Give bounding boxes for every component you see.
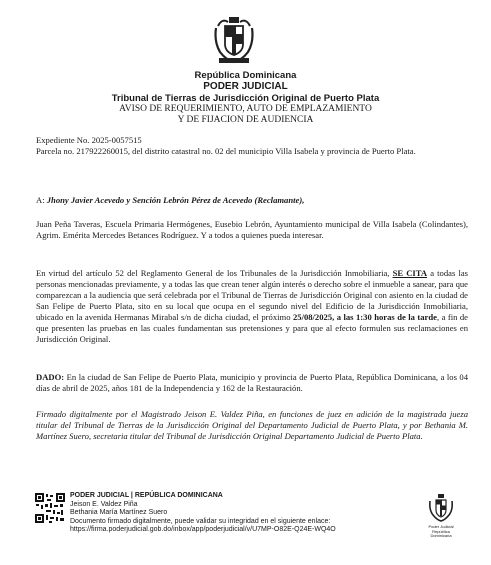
claimants-names: Jhony Javier Acevedo y Sención Lebrón Pérez de Acevedo (Reclamante),	[46, 195, 305, 205]
digital-signature-block	[70, 492, 410, 535]
neighbors-paragraph: Juan Peña Taveras, Escuela Primaria Hermógenes, Eusebio Lebrón, Ayuntamiento municipal de Villa Isabela (Colindantes), Agrim. Emérita Mercedes Betances Rodríguez. Y a todos a quienes pueda interesar.	[36, 219, 468, 240]
footer-seal	[427, 493, 455, 538]
given-text: En la ciudad de San Felipe de Puerto Plata, municipio y provincia de Puerto Plata, República Dominicana, a los 04 días de abril de 2025, años 181 de la Independencia y 162 de la Restauración.	[36, 372, 468, 393]
hearing-date: 25/08/2025, a las 1:30 horas de la tarde	[292, 312, 437, 322]
citation-text-c: , a fin de que presenten las pruebas en las cuales fundamentan sus pretensiones y para que al efecto formulen sus reclamaciones en Jurisdicción Original.	[36, 312, 468, 344]
claimants-paragraph	[36, 195, 468, 206]
footer-header: PODER JUDICIAL | REPÚBLICA DOMINICANA	[70, 492, 223, 499]
coat-of-arms-icon	[427, 493, 455, 523]
parcel-info: Parcela no. 217922260015, del distrito catastral no. 02 del municipio Villa Isabela y provincia de Puerto Plata.	[36, 146, 416, 156]
court-name: Tribunal de Tierras de Jurisdicción Original de Puerto Plata	[111, 93, 380, 104]
country-name: República Dominicana	[194, 70, 297, 81]
citation-keyword: SE CITA	[392, 268, 428, 278]
given-paragraph	[36, 372, 468, 394]
branch-name: PODER JUDICIAL	[203, 81, 288, 92]
footer-verify-url[interactable]: https://firma.poderjudicial.gob.do/inbox/app/poderjudicial/v/U7MP-O82E-Q24E-WQ4O	[70, 526, 336, 534]
notice-type-line2: Y DE FIJACION DE AUDIENCIA	[177, 115, 314, 125]
document-header	[0, 70, 491, 126]
citation-text-b: a todas las personas mencionadas previamente, y a todas las que crean tener algún interés o derecho sobre el inmueble a sanear, para que comparezcan a la audiencia que será celebrada por el Tribunal de Tierras de Jurisdicción Original con asiento en la ciudad de San Felipe de Puerto Plata, sito en su local que ocupa en el segundo nivel del Edificio de la Jurisdicción Inmobiliaria, ubicado en la avenida Hermanas Mirabal s/n de dicha ciudad, el próximo	[36, 268, 468, 322]
citation-paragraph	[36, 268, 468, 345]
citation-text-a: En virtud del artículo 52 del Reglamento General de los Tribunales de la Jurisdicción Inmobiliaria,	[36, 268, 393, 278]
footer-signer-2: Bethania María Martínez Suero	[70, 509, 168, 517]
footer-verify-text: Documento firmado digitalmente, puede validar su integridad en el siguiente enlace:	[70, 517, 331, 525]
footer-signer-1: Jeison E. Valdez Piña	[70, 500, 138, 508]
coat-of-arms-icon	[210, 14, 258, 66]
case-info	[36, 135, 468, 157]
given-label: DADO:	[36, 372, 65, 382]
addressee-prefix: A:	[36, 195, 47, 205]
qr-code-icon	[35, 493, 65, 523]
case-number: Expediente No. 2025-0057515	[36, 135, 142, 145]
signature-paragraph: Firmado digitalmente por el Magistrado Jeison E. Valdez Piña, en funciones de juez en adición de la magistrada jueza titular del Tribunal de Tierras de la Jurisdicción Original del Departamento Judicial de Puerto Plata, y por Bethania M. Martínez Suero, secretaria titular del Tribunal de Jurisdicción Original Departamento Judicial de Puerto Plata.	[36, 409, 468, 441]
footer-seal-caption: Poder Judicial República Dominicana	[428, 524, 454, 538]
notice-type: AVISO DE REQUERIMIENTO, AUTO DE EMPLAZAMIENTO	[119, 104, 372, 114]
